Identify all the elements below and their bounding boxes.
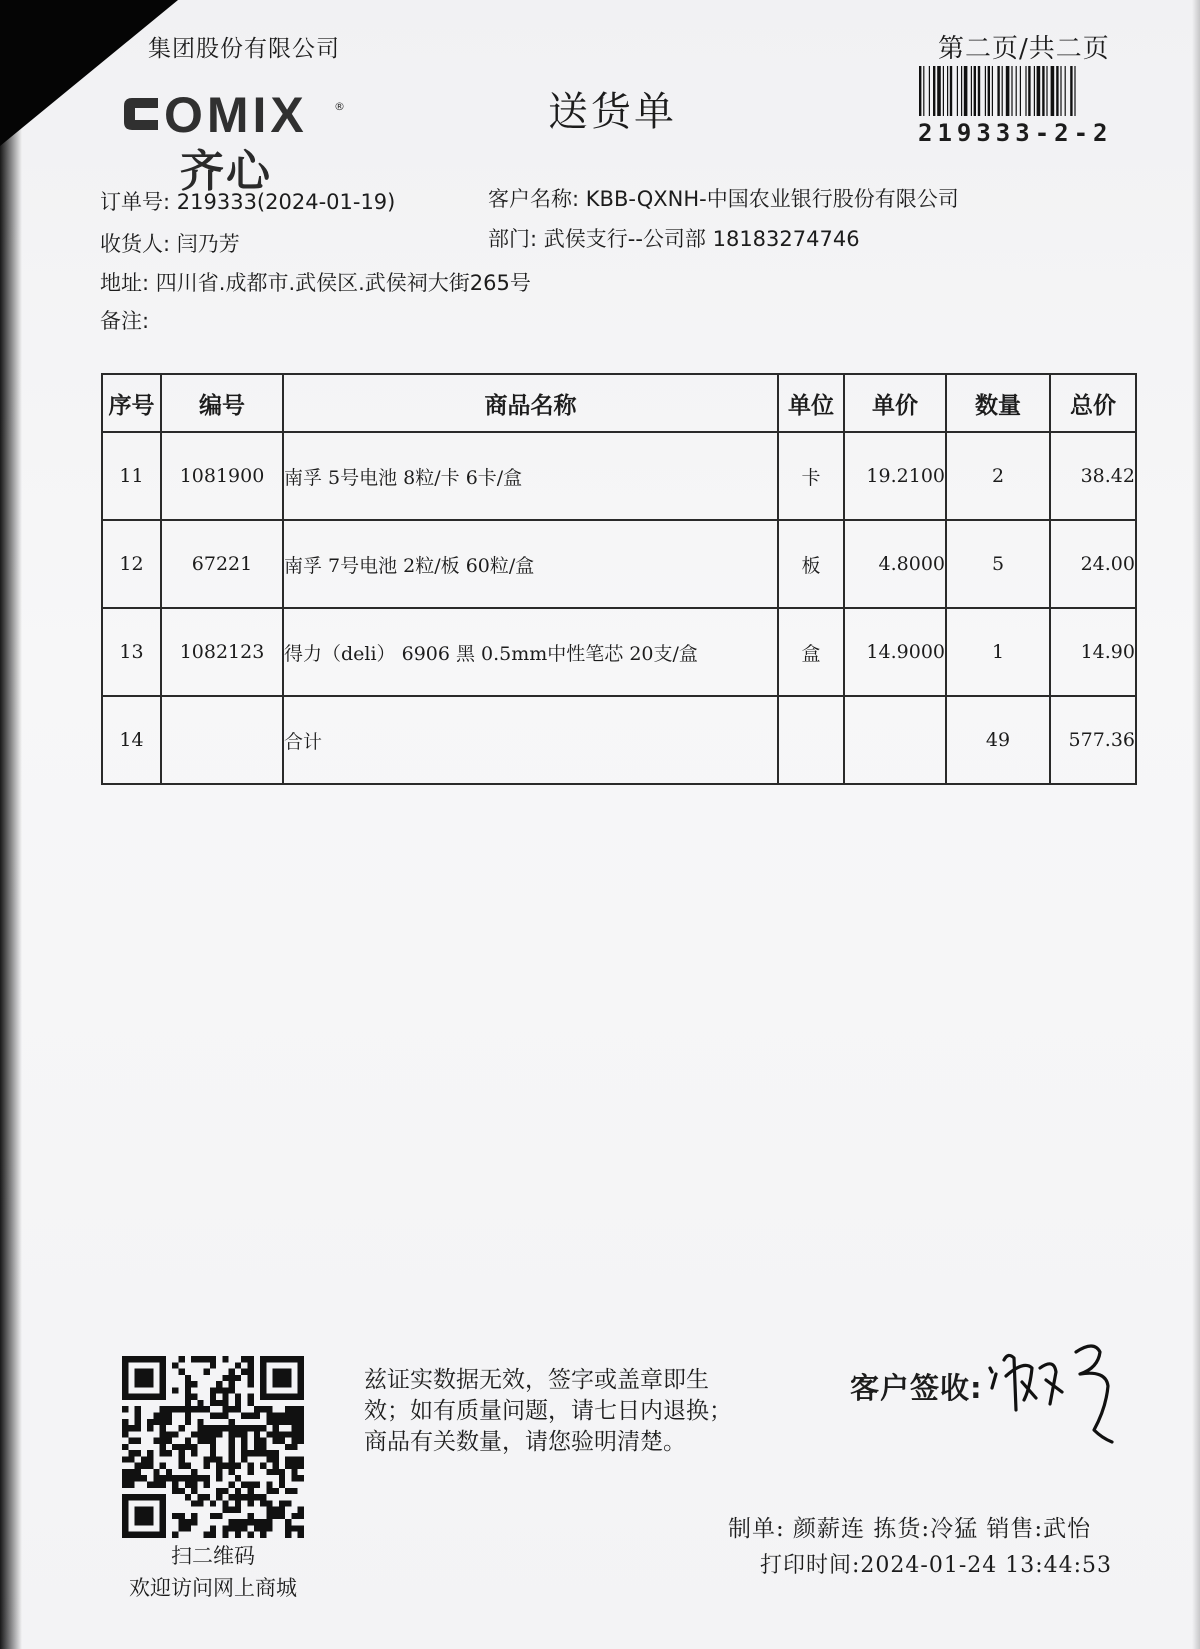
cell-unit: 板 [778, 520, 844, 608]
table-row [102, 608, 1136, 696]
comix-logo-c-icon [120, 92, 160, 136]
address-label: 地址: [100, 271, 150, 295]
paper-shadow-right [1192, 0, 1200, 1649]
header-name: 商品名称 [283, 374, 778, 432]
customer-signature [984, 1338, 1144, 1448]
cell-price: 19.2100 [844, 432, 946, 520]
table-header-row [102, 374, 1136, 432]
qr-code-icon [122, 1356, 304, 1538]
cell-price [844, 696, 946, 784]
cell-total: 577.36 [1050, 696, 1136, 784]
cell-total: 24.00 [1050, 520, 1136, 608]
cell-name: 南孚 5号电池 8粒/卡 6卡/盒 [283, 432, 778, 520]
cell-seq: 13 [102, 608, 161, 696]
cell-qty: 1 [946, 608, 1050, 696]
order-number-row [100, 186, 395, 216]
cell-seq: 12 [102, 520, 161, 608]
document-title: 送货单 [548, 89, 677, 135]
cell-name: 南孚 7号电池 2粒/板 60粒/盒 [283, 520, 778, 608]
header-seq: 序号 [102, 374, 161, 432]
cell-unit: 盒 [778, 608, 844, 696]
cell-code: 67221 [161, 520, 283, 608]
company-name: 集团股份有限公司 [148, 36, 340, 62]
address-value: 四川省.成都市.武侯区.武侯祠大街265号 [155, 271, 531, 295]
registered-mark-icon: ® [334, 100, 345, 113]
cell-total: 38.42 [1050, 432, 1136, 520]
cell-code [161, 696, 283, 784]
department-label: 部门: [488, 227, 538, 251]
customer-sign-label: 客户签收: [850, 1371, 983, 1405]
table-total-row [102, 696, 1136, 784]
header-total: 总价 [1050, 374, 1136, 432]
receiver-value: 闫乃芳 [176, 232, 240, 256]
order-number-value: 219333(2024-01-19) [176, 190, 396, 214]
cell-code: 1082123 [161, 608, 283, 696]
logo-chinese: 齐心 [180, 146, 272, 197]
order-number-label: 订单号: [100, 190, 171, 214]
cell-total: 14.90 [1050, 608, 1136, 696]
notice-text [364, 1365, 764, 1458]
cell-unit: 卡 [778, 432, 844, 520]
header-code: 编号 [161, 374, 283, 432]
cell-code: 1081900 [161, 432, 283, 520]
header-qty: 数量 [946, 374, 1050, 432]
customer-label: 客户名称: [488, 187, 580, 211]
customer-value: KBB-QXNH-中国农业银行股份有限公司 [585, 187, 959, 211]
cell-qty: 2 [946, 432, 1050, 520]
cell-name: 得力（deli） 6906 黑 0.5mm中性笔芯 20支/盒 [283, 608, 778, 696]
notice-line: 商品有关数量，请您验明清楚。 [364, 1429, 686, 1455]
table-row [102, 432, 1136, 520]
cell-unit [778, 696, 844, 784]
cell-price: 4.8000 [844, 520, 946, 608]
cell-price: 14.9000 [844, 608, 946, 696]
remark-row [100, 305, 149, 335]
notice-line: 效；如有质量问题，请七日内退换； [364, 1398, 732, 1424]
receiver-row [100, 228, 240, 258]
cell-qty: 5 [946, 520, 1050, 608]
page-indicator: 第二页/共二页 [938, 34, 1110, 64]
print-time: 打印时间:2024-01-24 13:44:53 [760, 1553, 1113, 1578]
cell-seq: 14 [102, 696, 161, 784]
cell-seq: 11 [102, 432, 161, 520]
cell-name: 合计 [283, 696, 778, 784]
items-table [101, 373, 1137, 785]
customer-row [488, 183, 959, 213]
header-unit: 单位 [778, 374, 844, 432]
department-value: 武侯支行--公司部 18183274746 [543, 227, 860, 251]
department-row [488, 223, 860, 253]
barcode-number: 219333-2-2 [918, 119, 1113, 147]
table-row [102, 520, 1136, 608]
qr-caption-scan: 扫二维码 [171, 1544, 255, 1568]
address-row [100, 267, 531, 297]
logo-text: OMIX [164, 87, 308, 143]
staff-info: 制单: 颜薪连 拣货:冷猛 销售:武怡 [728, 1516, 1092, 1542]
cell-qty: 49 [946, 696, 1050, 784]
paper-shadow-left [0, 0, 22, 1649]
notice-line: 兹证实数据无效，签字或盖章即生 [364, 1367, 709, 1393]
header-price: 单价 [844, 374, 946, 432]
receiver-label: 收货人: [100, 232, 171, 256]
qr-caption-mall: 欢迎访问网上商城 [129, 1576, 297, 1600]
barcode [917, 66, 1127, 118]
remark-label: 备注: [100, 309, 150, 333]
